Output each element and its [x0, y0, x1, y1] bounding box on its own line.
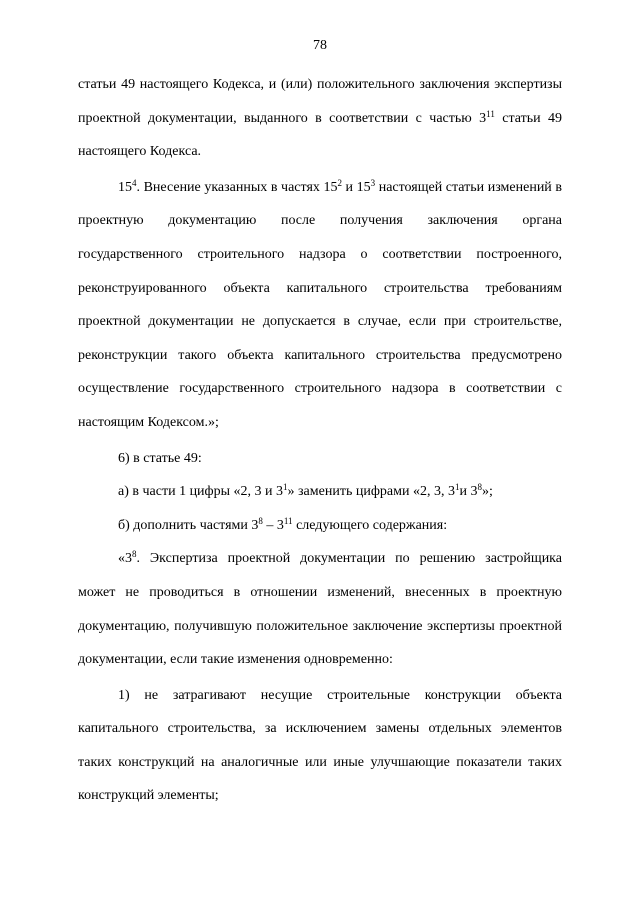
- paragraph-3-8: [78, 542, 562, 676]
- superscript: 2: [337, 177, 342, 188]
- text-segment: статьи 49 настоящего Кодекса, и (или) положительного заключения экспертизы проектной документации, выданного в соответствии с частью 3: [78, 77, 562, 126]
- superscript: 3: [370, 177, 376, 188]
- text-segment: 15: [118, 179, 132, 195]
- text-segment: а) в части 1 цифры «2, 3 и 3: [118, 484, 284, 500]
- text-segment: и 15: [341, 179, 371, 195]
- paragraph-item-b: [78, 509, 562, 543]
- superscript: 8: [258, 515, 263, 526]
- paragraph-15-4: [78, 171, 562, 440]
- text-segment: б) дополнить частями 3: [118, 517, 259, 533]
- text-segment: статьи 49 настоящего Кодекса.: [78, 110, 562, 160]
- text-segment: настоящей статьи изменений в проектную документацию после получения заключения органа государственного строительного надзора о соответствии построенного, реконструированного объекта капитального строительства требованиям проектной документации не допускается в случае, если при строительстве, реконструкции такого объекта капитального строительства предусмотрено осуществление государственного строительного надзора в соответствии с настоящим Кодексом.»;: [78, 179, 562, 430]
- superscript: 4: [132, 177, 137, 188]
- paragraph-continuation: [78, 68, 562, 169]
- text-segment: следующего содержания:: [292, 517, 448, 533]
- text-segment: – 3: [262, 517, 284, 533]
- document-body: [78, 68, 562, 813]
- text-segment: . Экспертиза проектной документации по решению застройщика может не проводиться в отношении изменений, внесенных в проектную документацию, получившую положительное заключение экспертизы проектной документации, если такие изменения одновременно:: [78, 551, 562, 668]
- superscript: 8: [477, 482, 482, 493]
- text-segment: . Внесение указанных в частях 15: [136, 179, 338, 195]
- paragraph-item-6: 6) в статье 49:: [118, 450, 202, 466]
- text-segment: и 3: [459, 484, 478, 500]
- paragraph-list-item-1: 1) не затрагивают несущие строительные конструкции объекта капитального строительства, за исключением замены отдельных элементов таких конструкций на аналогичные или иные улучшающие показатели таких конструкций элементы;: [78, 687, 562, 804]
- superscript: 8: [132, 549, 137, 560]
- text-segment: »;: [481, 484, 493, 500]
- text-segment: «3: [118, 551, 132, 567]
- page-number: 78: [313, 38, 327, 53]
- superscript: 1: [283, 482, 288, 493]
- superscript: 1: [454, 482, 460, 493]
- superscript: 11: [283, 515, 293, 526]
- paragraph-item-a: [78, 475, 562, 509]
- text-segment: » заменить цифрами «2, 3, 3: [287, 484, 455, 500]
- superscript: 11: [486, 108, 495, 119]
